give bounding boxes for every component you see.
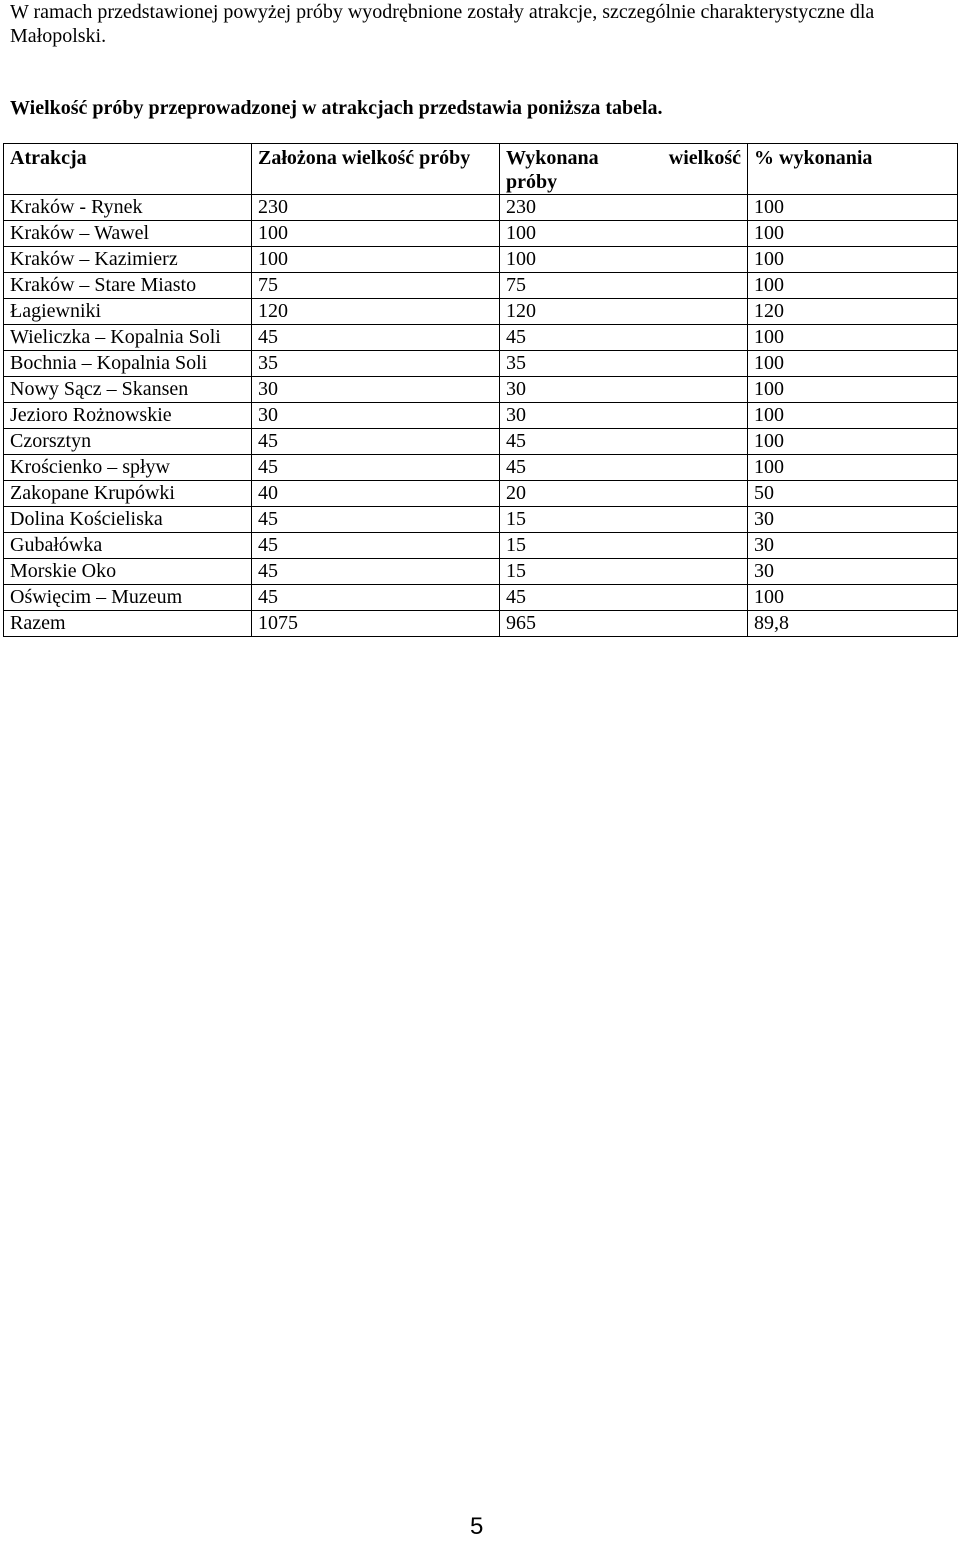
header-planned-sample: Założona wielkość próby — [252, 144, 500, 195]
cell-attraction: Czorsztyn — [4, 429, 252, 455]
cell-completion-percent: 100 — [748, 351, 958, 377]
cell-attraction: Morskie Oko — [4, 559, 252, 585]
cell-actual-sample: 100 — [500, 247, 748, 273]
cell-actual-sample: 100 — [500, 221, 748, 247]
header-actual-sample — [500, 144, 748, 195]
cell-attraction: Bochnia – Kopalnia Soli — [4, 351, 252, 377]
cell-completion-percent: 50 — [748, 481, 958, 507]
cell-planned-sample: 120 — [252, 299, 500, 325]
header-attraction: Atrakcja — [4, 144, 252, 195]
table-row — [4, 507, 958, 533]
cell-completion-percent: 100 — [748, 247, 958, 273]
cell-planned-sample: 100 — [252, 221, 500, 247]
cell-completion-percent: 100 — [748, 429, 958, 455]
cell-actual-sample: 120 — [500, 299, 748, 325]
cell-attraction: Kraków - Rynek — [4, 195, 252, 221]
cell-completion-percent: 100 — [748, 377, 958, 403]
cell-completion-percent: 100 — [748, 273, 958, 299]
cell-completion-percent: 100 — [748, 403, 958, 429]
cell-planned-sample: 230 — [252, 195, 500, 221]
cell-completion-percent: 100 — [748, 325, 958, 351]
cell-planned-sample: 1075 — [252, 611, 500, 637]
table-row — [4, 533, 958, 559]
cell-attraction: Kraków – Wawel — [4, 221, 252, 247]
cell-planned-sample: 30 — [252, 377, 500, 403]
header-completion-percent: % wykonania — [748, 144, 958, 195]
cell-planned-sample: 45 — [252, 325, 500, 351]
cell-attraction: Oświęcim – Muzeum — [4, 585, 252, 611]
cell-completion-percent: 30 — [748, 559, 958, 585]
cell-planned-sample: 100 — [252, 247, 500, 273]
cell-planned-sample: 45 — [252, 507, 500, 533]
table-header-row — [4, 144, 958, 195]
sample-size-table — [3, 143, 958, 637]
cell-actual-sample: 20 — [500, 481, 748, 507]
intro-paragraph: W ramach przedstawionej powyżej próby wyodrębnione zostały atrakcje, szczególnie charakterystyczne dla Małopolski. — [10, 1, 875, 47]
table-row — [4, 377, 958, 403]
table-row — [4, 351, 958, 377]
cell-attraction: Jezioro Rożnowskie — [4, 403, 252, 429]
cell-actual-sample: 15 — [500, 559, 748, 585]
cell-actual-sample: 30 — [500, 377, 748, 403]
page-number: 5 — [470, 1513, 484, 1540]
cell-attraction: Razem — [4, 611, 252, 637]
header-actual-sample-word3: próby — [506, 171, 558, 193]
table-row — [4, 611, 958, 637]
cell-attraction: Łagiewniki — [4, 299, 252, 325]
cell-planned-sample: 45 — [252, 533, 500, 559]
table-row — [4, 247, 958, 273]
cell-attraction: Kraków – Stare Miasto — [4, 273, 252, 299]
cell-attraction: Zakopane Krupówki — [4, 481, 252, 507]
table-lead-sentence: Wielkość próby przeprowadzonej w atrakcjach przedstawia poniższa tabela. — [10, 97, 663, 119]
cell-completion-percent: 30 — [748, 533, 958, 559]
cell-completion-percent: 89,8 — [748, 611, 958, 637]
cell-actual-sample: 30 — [500, 403, 748, 429]
cell-completion-percent: 100 — [748, 455, 958, 481]
cell-actual-sample: 230 — [500, 195, 748, 221]
cell-completion-percent: 100 — [748, 195, 958, 221]
cell-actual-sample: 45 — [500, 325, 748, 351]
cell-actual-sample: 15 — [500, 507, 748, 533]
cell-attraction: Kraków – Kazimierz — [4, 247, 252, 273]
cell-actual-sample: 15 — [500, 533, 748, 559]
table-row — [4, 403, 958, 429]
table-row — [4, 585, 958, 611]
cell-planned-sample: 30 — [252, 403, 500, 429]
cell-actual-sample: 45 — [500, 585, 748, 611]
header-actual-sample-word1: Wykonana — [506, 147, 599, 169]
table-row — [4, 325, 958, 351]
cell-planned-sample: 75 — [252, 273, 500, 299]
cell-attraction: Nowy Sącz – Skansen — [4, 377, 252, 403]
table-row — [4, 455, 958, 481]
table-row — [4, 299, 958, 325]
cell-completion-percent: 100 — [748, 585, 958, 611]
table-row — [4, 273, 958, 299]
cell-completion-percent: 30 — [748, 507, 958, 533]
cell-completion-percent: 100 — [748, 221, 958, 247]
cell-actual-sample: 75 — [500, 273, 748, 299]
cell-completion-percent: 120 — [748, 299, 958, 325]
cell-actual-sample: 45 — [500, 455, 748, 481]
cell-planned-sample: 45 — [252, 559, 500, 585]
cell-attraction: Krościenko – spływ — [4, 455, 252, 481]
table-row — [4, 221, 958, 247]
cell-actual-sample: 35 — [500, 351, 748, 377]
cell-planned-sample: 40 — [252, 481, 500, 507]
cell-planned-sample: 45 — [252, 455, 500, 481]
table-body — [4, 195, 958, 637]
cell-planned-sample: 45 — [252, 585, 500, 611]
cell-attraction: Dolina Kościeliska — [4, 507, 252, 533]
cell-attraction: Gubałówka — [4, 533, 252, 559]
cell-attraction: Wieliczka – Kopalnia Soli — [4, 325, 252, 351]
cell-planned-sample: 35 — [252, 351, 500, 377]
cell-actual-sample: 965 — [500, 611, 748, 637]
header-actual-sample-word2: wielkość — [668, 147, 741, 169]
table-row — [4, 559, 958, 585]
cell-actual-sample: 45 — [500, 429, 748, 455]
cell-planned-sample: 45 — [252, 429, 500, 455]
table-row — [4, 429, 958, 455]
table-row — [4, 481, 958, 507]
table-row — [4, 195, 958, 221]
